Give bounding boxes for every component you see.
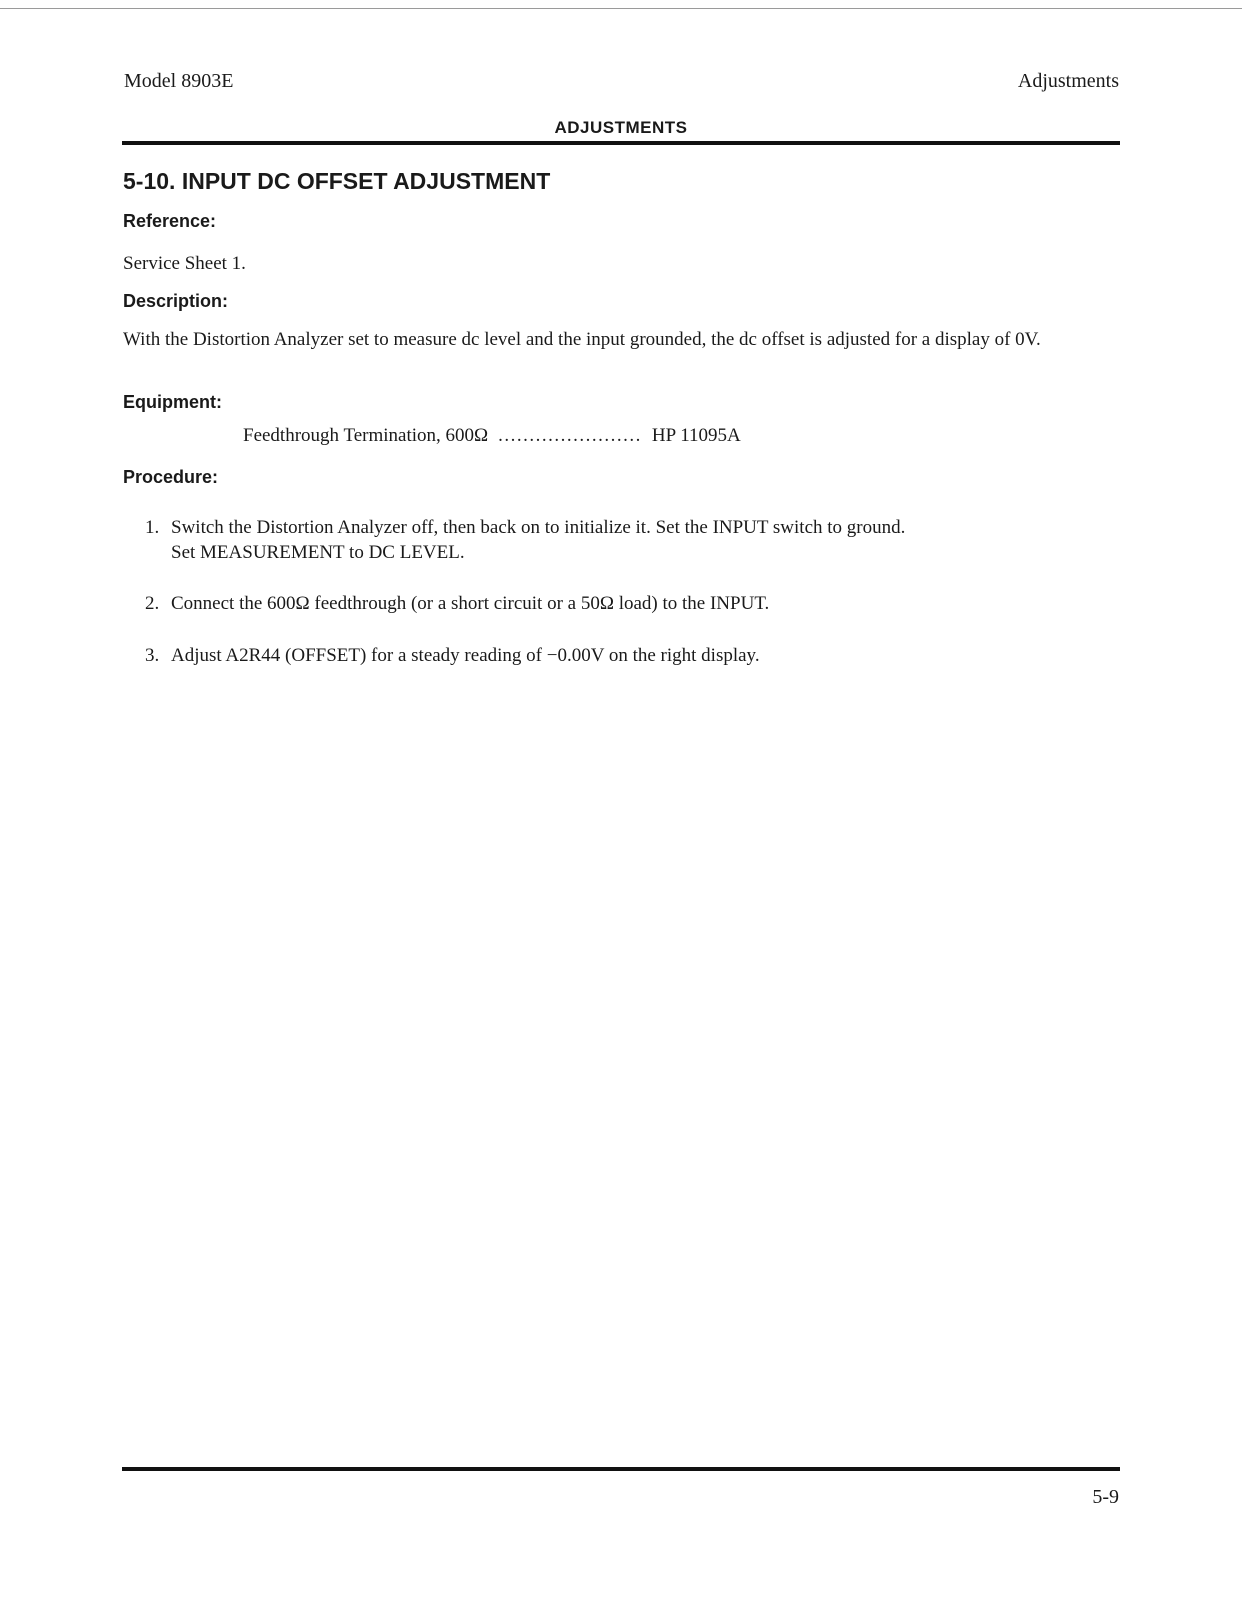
procedure-label: Procedure: [123,467,219,487]
description-text: With the Distortion Analyzer set to measure dc level and the input grounded, the dc offset is adjusted for a display of 0V. [123,329,1041,350]
step-number: 1. [145,517,160,538]
section-title: ADJUSTMENTS [554,118,688,137]
reference-text: Service Sheet 1. [123,253,246,274]
step-text-continued: Set MEASUREMENT to DC LEVEL. [171,542,465,563]
scan-top-edge [0,8,1242,9]
header-model: Model 8903E [124,70,234,92]
procedure-step [145,643,1105,668]
step-number: 2. [145,593,160,614]
step-text: Switch the Distortion Analyzer off, then back on to initialize it. Set the INPUT switch to ground. [171,517,906,538]
equipment-name: Feedthrough Termination, 600Ω [243,425,489,446]
equipment-label: Equipment: [123,392,222,412]
header-chapter: Adjustments [1017,70,1119,92]
equipment-model: HP 11095A [651,425,741,446]
footer-rule [122,1467,1120,1471]
leader-dots: ....................... [498,425,642,446]
step-text: Adjust A2R44 (OFFSET) for a steady reading of −0.00V on the right display. [171,645,760,666]
procedure-step [145,515,1105,565]
page-number: 5-9 [1092,1486,1119,1508]
description-label: Description: [123,291,229,311]
adjustment-heading: 5-10. INPUT DC OFFSET ADJUSTMENT [123,168,551,194]
reference-label: Reference: [123,211,217,231]
equipment-item [243,425,741,447]
step-text: Connect the 600Ω feedthrough (or a short circuit or a 50Ω load) to the INPUT. [171,593,770,614]
section-rule [122,141,1120,145]
procedure-step [145,591,1105,616]
step-number: 3. [145,645,160,666]
